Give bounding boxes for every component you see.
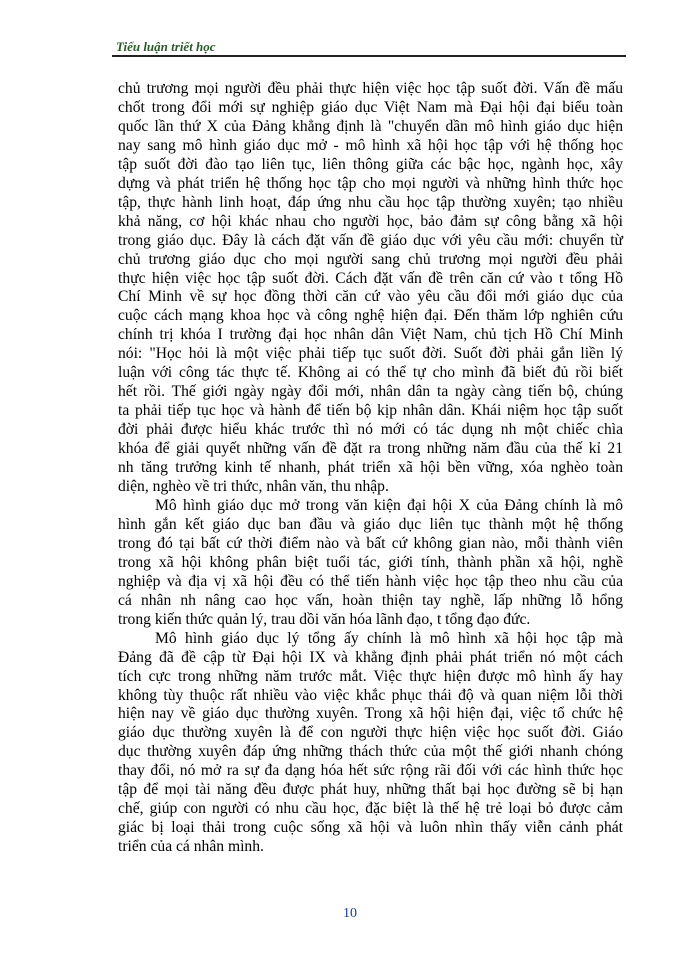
text-line: nghiệp và địa vị xã hội đều có thể tiến hành việc học tập theo nhu cầu của	[118, 572, 623, 590]
paragraph	[118, 80, 623, 497]
text-line: dục thường xuyên đáp ứng những thách thức của một thế giới nhanh chóng	[118, 743, 623, 761]
text-line: luận với công tác thực tế. Không ai có thể tự cho mình đã biết đủ rồi biết	[118, 364, 623, 382]
text-line: nh tăng trưởng kinh tế nhanh, phát triển xã hội bền vững, xóa nghèo toàn	[118, 459, 623, 477]
text-line: trong giáo dục. Đây là cách đặt vấn đề giáo dục với yêu cầu mới: chuyển từ	[118, 231, 623, 249]
text-line: tập, thực hành linh hoạt, đáp ứng nhu cầu học tập thường xuyên; tạo nhiều	[118, 193, 623, 211]
paragraph	[118, 497, 623, 630]
text-line: hình gắn kết giáo dục ban đầu và giáo dục liên tục thành một hệ thống	[118, 515, 623, 533]
text-line: cá nhân nh nâng cao học vấn, hoàn thiện tay nghề, lấp những lỗ hổng	[118, 591, 623, 609]
text-line: trong xã hội không phân biệt tuổi tác, giới tính, thành phần xã hội, nghề	[118, 553, 623, 571]
text-line: tập để mọi tài năng đều được phát huy, những thất bại học đường sẽ bị hạn	[118, 781, 623, 799]
text-line: nay sang mô hình giáo dục mở - mô hình xã hội học tập với hệ thống học	[118, 136, 623, 154]
text-line: Chí Minh về sự học đồng thời căn cứ vào yêu cầu đổi mới giáo dục của	[118, 288, 623, 306]
text-line: tập suốt đời đào tạo liên tục, liên thông giữa các bậc học, ngành học, xây	[118, 155, 623, 173]
document-body	[118, 80, 623, 857]
text-line: dựng và phát triển hệ thống học tập cho mọi người và những hình thức học	[118, 174, 623, 192]
text-line: ta phải tiếp tục học và hành để tiến bộ kịp nhân dân. Khái niệm học tập suốt	[118, 402, 623, 420]
text-line: giác bị loại thải trong cuộc sống xã hội và luôn nhìn thấy viễn cảnh phát	[118, 819, 623, 837]
text-line: Mô hình giáo dục mở trong văn kiện đại hội X của Đảng chính là mô	[155, 496, 623, 514]
header-divider	[112, 55, 626, 57]
text-line: chế, giúp con người có nhu cầu học, đặc biệt là thế hệ trẻ loại bỏ được cảm	[118, 800, 623, 818]
text-line: tích cực trong những năm trước mắt. Việc thực hiện được mô hình ấy hay	[118, 667, 623, 685]
text-line: không tùy thuộc rất nhiều vào việc khắc phục thái độ và quan niệm lỗi thời	[118, 686, 623, 704]
text-line: Đảng đã đề cập từ Đại hội IX và khẳng định phải phát triển nó một cách	[118, 648, 623, 666]
text-line: khả năng, cơ hội khác nhau cho người học, bảo đảm sự công bằng xã hội	[118, 212, 623, 230]
text-line: cuộc cách mạng khoa học và công nghệ hiện đại. Đến thăm lớp nghiên cứu	[118, 307, 623, 325]
text-line: chốt trong đổi mới sự nghiệp giáo dục Việt Nam mà Đại hội đại biểu toàn	[118, 98, 623, 116]
text-line: hiện nay về giáo dục thường xuyên. Trong xã hội hiện đại, việc tổ chức hệ	[118, 705, 623, 723]
text-line: chính trị khóa I trường đại học nhân dân Việt Nam, chủ tịch Hồ Chí Minh	[118, 326, 623, 344]
text-line: Mô hình giáo dục lý tổng ấy chính là mô hình xã hội học tập mà	[155, 629, 623, 647]
text-line: đời phải được hiểu khác trước thì nó mới có tác dụng nh một chiếc chìa	[118, 421, 623, 439]
text-line: khóa để giải quyết những vấn đề đặt ra trong những năm đầu của thế kỉ 21	[118, 440, 623, 458]
page-number: 10	[343, 906, 357, 921]
paragraph	[118, 630, 623, 857]
text-line: trong kiến thức quản lý, trau dồi văn hóa lãnh đạo, t tổng đạo đức.	[118, 610, 531, 628]
text-line: chủ trương mọi người đều phải thực hiện việc học tập suốt đời. Vấn đề mấu	[118, 80, 623, 97]
text-line: chủ trương giáo dục cho mọi người sang chủ trương mọi người đều phải	[118, 250, 623, 268]
text-line: hết rồi. Thế giới ngày ngày đổi mới, nhân dân ta ngày càng tiến bộ, chúng	[118, 383, 623, 401]
header-title: Tiểu luận triết học	[116, 39, 216, 54]
text-line: trong đó tại bất cứ thời điểm nào và bất cứ không gian nào, mỗi thành viên	[118, 534, 623, 552]
text-line: quốc lần thứ X của Đảng khẳng định là "chuyển dần mô hình giáo dục hiện	[118, 117, 623, 135]
text-line: triển của cá nhân mình.	[118, 838, 264, 856]
text-line: nói: "Học hỏi là một việc phải tiếp tục suốt đời. Suốt đời phải gắn liền lý	[118, 345, 623, 363]
text-line: diện, nghèo về tri thức, nhân văn, thu nhập.	[118, 478, 389, 496]
text-line: thay đổi, nó mở ra sự đa dạng hóa hết sức rộng rãi đối với các hình thức học	[118, 762, 623, 780]
text-line: giáo dục thường xuyên là để con người thực hiện việc học suốt đời. Giáo	[118, 724, 623, 742]
text-line: thực hiện việc học tập suốt đời. Cách đặt vấn đề trên căn cứ vào t tổng Hồ	[118, 269, 623, 287]
